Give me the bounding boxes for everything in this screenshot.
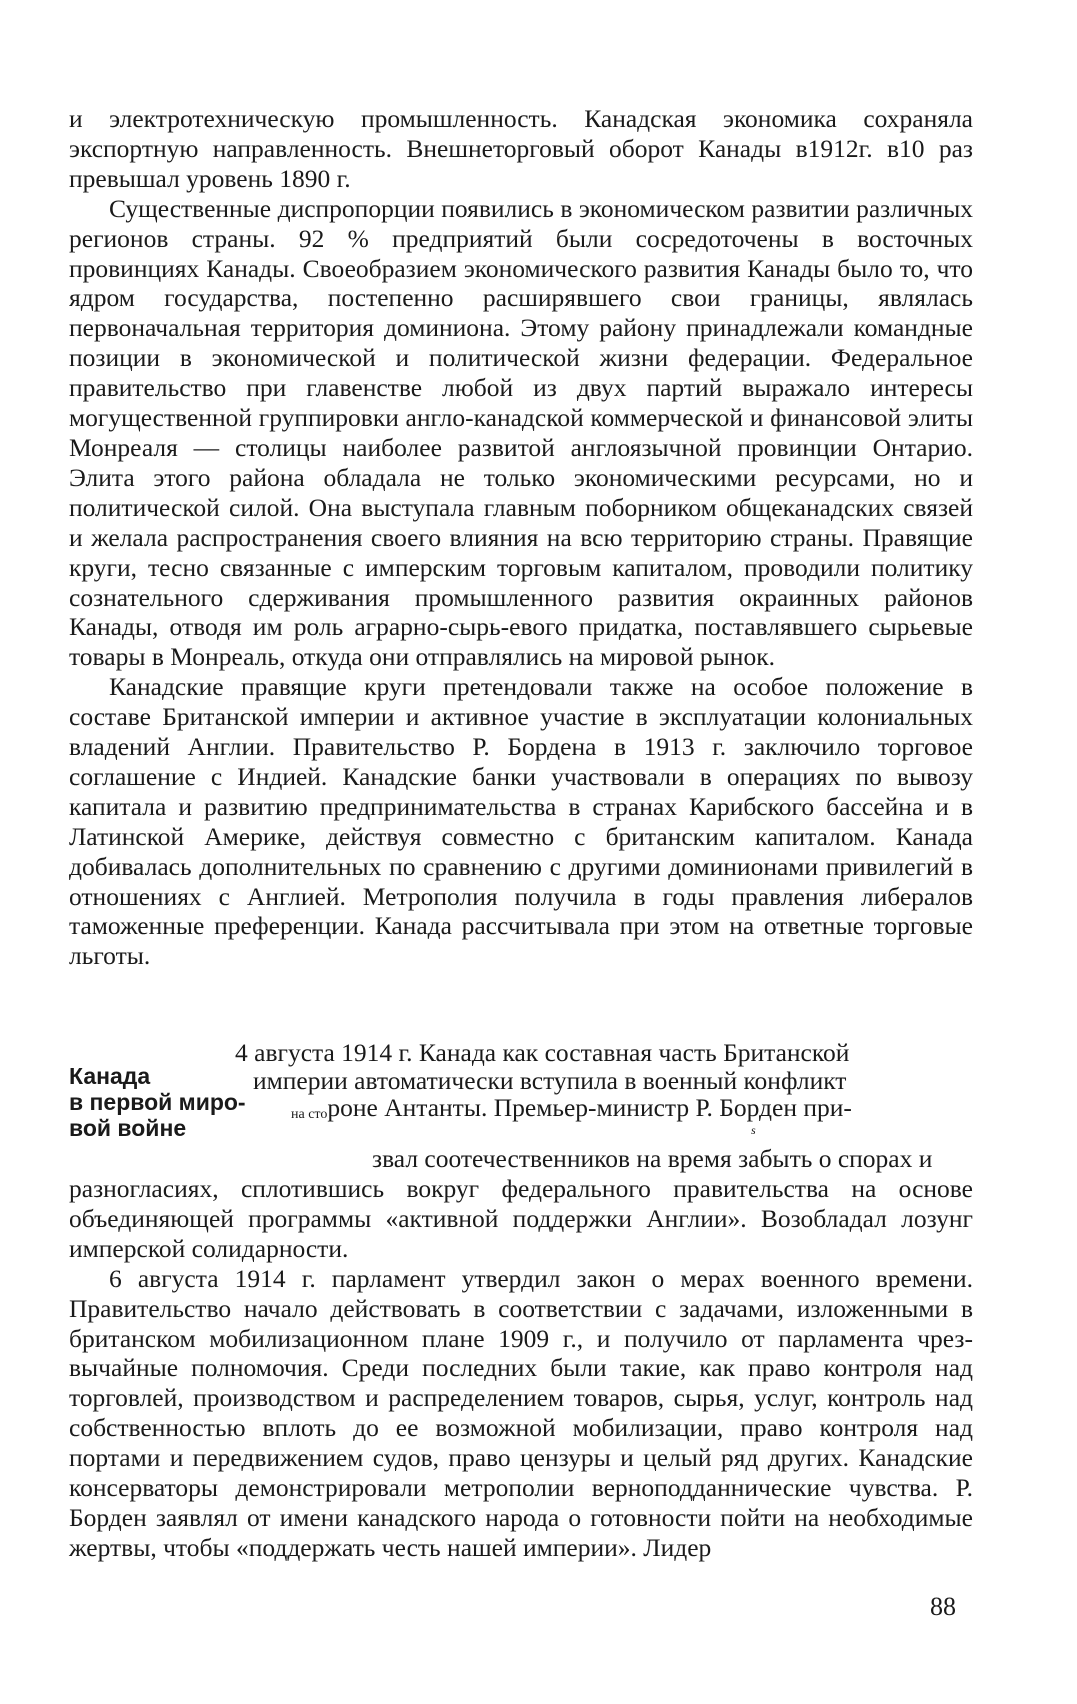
- top-text-block: [69, 104, 973, 971]
- section-heading-line: Канада: [69, 1063, 151, 1089]
- stray-mark: s: [751, 1123, 756, 1137]
- section-line-3: [291, 1093, 852, 1130]
- small-print-fragment: на сто: [291, 1107, 328, 1122]
- section-heading-line: вой войне: [69, 1115, 187, 1141]
- section-line-1: 4 августа 1914 г. Канада как составная часть Британской: [235, 1038, 850, 1067]
- page-number: 88: [930, 1592, 956, 1621]
- paragraph-ruling-circles: Канадские правящие круги претендовали также на особое положение в составе Британской империи и активное участие в эксплуатации колониальных владений Англии. Правительство Р. Бордена в 1913 г. заключило торговое соглашение с Индией. Канадские банки участвовали в операциях по вывозу капитала и развитию предпринимательства в странах Карибского бассейна и в Латинской Америке, действуя совместно с британским капиталом. Канада добивалась дополнительных по сравнению с другими доминионами привилегий в отношениях с Англией. Метрополия получила в годы правления либералов таможенные преференции. Канада рассчитывала при этом на ответные торговые льготы.: [69, 672, 973, 971]
- paragraph-war-measures: 6 августа 1914 г. парламент утвердил закон о мерах военного времени. Правительство начало действовать в соответствии с задачами, изложенными в британском мобилизационном плане 1909 г., и получило от парламента чрезвычайные полномочия. Среди последних были такие, как право контроля над торговлей, производством и распределением товаров, сырья, услуг, контроль над собственностью вплоть до ее возможной мобилизации, право контроля над портами и передвижением судов, право цензуры и целый ряд других. Канадские консерваторы демонстрировали метрополии верноподданнические чувства. Р. Борден заявлял от имени канадского народа о готовности пойти на необходимые жертвы, чтобы «поддержать честь нашей империи». Лидер: [69, 1263, 973, 1562]
- section-line-3-text: роне Антанты. Премьер-министр Р. Борден при-: [327, 1093, 852, 1122]
- section-line-2: империи автоматически вступила в военный конфликт: [253, 1066, 847, 1095]
- section-heading-line: в первой миро-: [69, 1089, 246, 1115]
- paragraph-continued: и электротехническую промышленность. Канадская экономика сохраняла экспортную направленность. Внешнеторговый оборот Канады в1912г. в10 раз превышал уровень 1890 г.: [69, 104, 973, 193]
- section-heading: [69, 1063, 246, 1141]
- paragraph-imperial-solidarity: разногласиях, сплотившись вокруг федерального правительства на основе объединяющей программы «активной поддержки Англии». Возобладал лозунг имперской солидарности.: [69, 1174, 973, 1263]
- paragraph-regional-disproportions: Существенные диспропорции появились в экономическом развитии различных регионов страны. 92 % предприятий были сосредоточены в восточных провинциях Канады. Своеобразием экономического развития Канады было то, что ядром государства, постепенно расширявшего свои границы, являлась первоначальная территория доминиона. Этому району принадлежали командные позиции в экономической и политической жизни федерации. Федеральное правительство при главенстве любой из двух партий выражало интересы могущественной группировки англо-канадской коммерческой и финансовой элиты Монреаля — столицы наиболее развитой англоязычной провинции Онтарио. Элита этого района обладала не только экономическими ресурсами, но и политической силой. Она выступала главным поборником общеканадских связей и желала распространения своего влияния на всю территорию страны. Правящие круги, тесно связанные с имперским торговым капиталом, проводили политику сознательного сдерживания промышленного развития окраинных районов Канады, отводя им роль аграрно-сырь-евого придатка, поставлявшего сырьевые товары в Монреаль, откуда они отправлялись на мировой рынок.: [69, 193, 973, 672]
- section-line-4: звал соотечественников на время забыть о спорах и: [372, 1144, 933, 1173]
- bottom-text-block: [69, 1174, 973, 1563]
